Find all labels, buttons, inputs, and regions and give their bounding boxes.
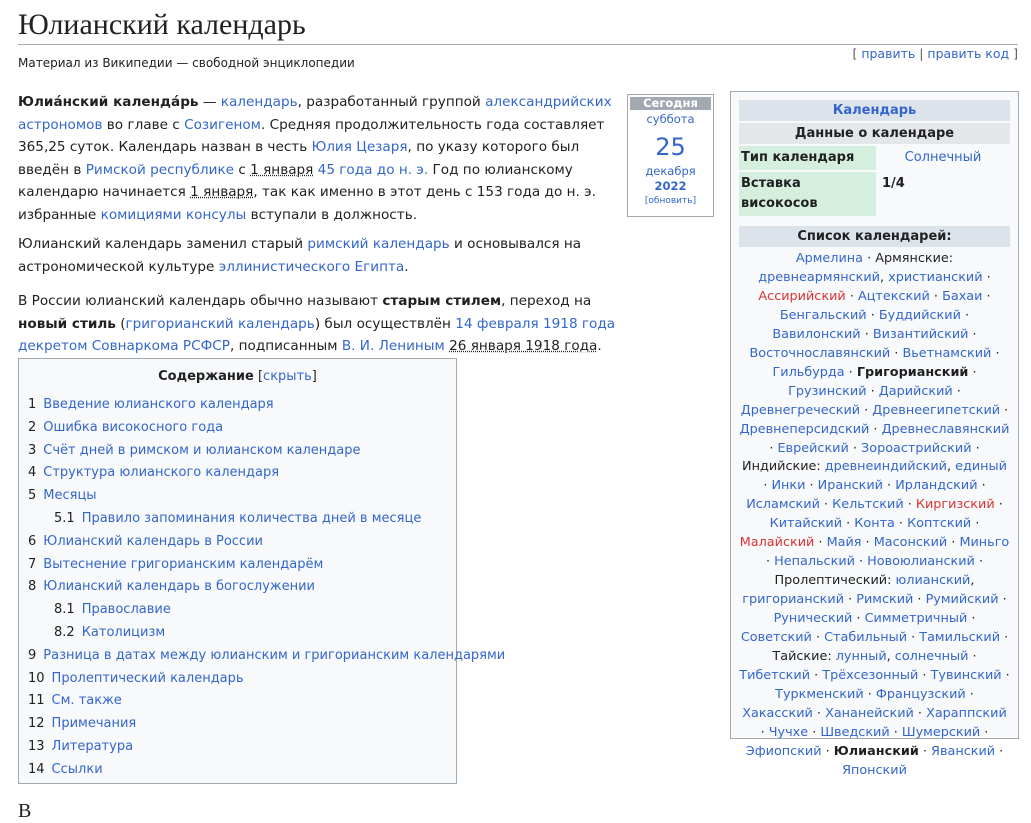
lead-text: ) был осуществлён — [314, 315, 456, 332]
calendar-link[interactable]: Новоюлианский — [867, 554, 975, 570]
lead-text: , по указу которого был введён в — [18, 139, 580, 178]
calendar-link[interactable]: Непальский — [774, 554, 855, 570]
lead-text: с — [234, 161, 251, 178]
calendar-separator: · — [918, 667, 931, 683]
toc-item-link[interactable]: Юлианский календарь в богослужении — [43, 579, 315, 595]
calendar-link[interactable]: Бахаи — [942, 288, 983, 304]
calendar-separator: · — [819, 497, 833, 513]
lead-text: . — [404, 258, 409, 275]
calendar-text: , — [970, 573, 975, 589]
calendar-link[interactable]: Хананейский — [825, 705, 914, 721]
lead-text: , переход на — [501, 293, 592, 309]
calendar-link[interactable]: Римский — [856, 592, 914, 608]
toc-item[interactable] — [28, 690, 456, 713]
toc-item-number: 6 — [28, 533, 37, 549]
calendar-link[interactable]: Румийский — [925, 592, 999, 608]
calendar-link[interactable]: григорианский — [742, 592, 845, 608]
toc-item-link[interactable]: Литература — [51, 738, 134, 754]
calendar-list — [739, 250, 1010, 781]
calendar-bold-text: Юлианский — [833, 743, 919, 759]
calendar-separator: · — [863, 686, 876, 702]
calendar-link[interactable]: Эфиопский — [745, 743, 822, 759]
calendar-link[interactable]: Советский — [740, 630, 812, 646]
calendar-link[interactable]: Французский — [875, 686, 966, 702]
calendar-separator: · — [860, 326, 873, 342]
calendar-separator: · — [808, 724, 821, 740]
today-weekday[interactable]: суббота — [646, 112, 695, 126]
calendar-separator: · — [977, 478, 986, 494]
calendar-separator: · — [814, 535, 827, 551]
calendar-separator: · — [769, 440, 778, 456]
lead-text: вступали в должность. — [246, 206, 418, 223]
infobox-label-type: Тип календаря — [739, 146, 876, 170]
calendar-separator: · — [882, 478, 896, 494]
calendar-link[interactable]: Туркменский — [775, 686, 864, 702]
calendar-link[interactable]: Японский — [842, 762, 907, 778]
calendar-link[interactable]: Исламский — [746, 497, 820, 513]
lead-link[interactable]: комициями — [100, 206, 182, 223]
infobox-list-heading: Список календарей: — [739, 226, 1010, 247]
calendar-separator: · — [889, 724, 902, 740]
calendar-separator: · — [991, 345, 1000, 361]
lead-link[interactable]: римский календарь — [307, 236, 450, 252]
lead-text: В России юлианский календарь обычно называют — [18, 293, 383, 309]
calendar-separator: · — [974, 554, 984, 570]
calendar-text: , — [880, 269, 889, 285]
calendar-link[interactable]: Шведский — [820, 724, 890, 740]
lead-text: , так как именно в этот день с 153 года до н. э. избранные — [18, 184, 596, 223]
calendar-link[interactable]: Еврейский — [777, 440, 849, 456]
toc-item[interactable] — [28, 736, 456, 759]
calendar-text: , — [886, 649, 895, 665]
calendar-separator: · — [842, 516, 855, 532]
calendar-separator: · — [866, 383, 879, 399]
calendar-separator: · — [844, 592, 857, 608]
next-heading-fragment: В — [18, 800, 32, 822]
calendar-link[interactable]: Хакасский — [742, 705, 813, 721]
calendar-link[interactable]: Миньго — [959, 535, 1010, 551]
title-divider — [18, 44, 1018, 45]
toc-item-link[interactable]: См. также — [51, 693, 122, 709]
calendar-separator: · — [918, 743, 932, 759]
calendar-separator: · — [995, 743, 1004, 759]
lead-link[interactable]: календарь — [220, 94, 298, 110]
lead-link[interactable]: александрийских астрономов — [18, 94, 612, 133]
infobox-row-leap — [739, 172, 1010, 216]
calendar-link[interactable]: Древнеперсидский — [739, 421, 870, 437]
calendar-link[interactable]: Бенгальский — [779, 307, 867, 323]
calendar-text: Пролептический: — [774, 573, 896, 589]
toc-item-link[interactable]: Ошибка високосного года — [43, 419, 224, 435]
toc-item[interactable] — [28, 713, 456, 736]
calendar-link[interactable]: Коптский — [907, 516, 972, 532]
toc-item[interactable] — [28, 622, 456, 645]
calendar-link[interactable]: Вавилонский — [772, 326, 861, 342]
calendar-link[interactable]: древнеармянский — [758, 269, 880, 285]
infobox-value-leap: 1/4 — [882, 176, 905, 191]
calendar-separator: · — [968, 364, 977, 380]
lead-text: , подписанным — [229, 338, 342, 354]
lead-link[interactable]: григорианский календарь — [125, 315, 315, 332]
lead-link[interactable]: 14 февраля 1918 года — [455, 315, 616, 332]
calendar-separator: · — [811, 630, 825, 646]
calendar-link[interactable]: юлианский — [895, 573, 971, 589]
lead-text: Юлианский календарь заменил старый — [18, 236, 308, 252]
lead-paragraph-1 — [18, 91, 616, 226]
bracket-open: [ — [852, 46, 862, 61]
calendar-separator: · — [860, 402, 873, 418]
calendar-link[interactable]: Рунический — [773, 611, 853, 627]
calendar-infobox — [730, 91, 1019, 778]
lead-text: , разработанный группой — [297, 94, 486, 110]
infobox-data-heading: Данные о календаре — [739, 123, 1010, 144]
toc-item[interactable] — [28, 668, 456, 691]
calendar-link[interactable]: Ирландский — [895, 478, 978, 494]
calendar-separator: · — [1001, 667, 1010, 683]
calendar-separator: · — [765, 554, 775, 570]
calendar-separator: · — [907, 630, 920, 646]
lead-link[interactable]: Римской республике — [85, 161, 235, 178]
today-update-link[interactable]: [обновить] — [644, 196, 697, 206]
calendar-link[interactable]: Ацтекский — [857, 288, 930, 304]
calendar-separator: · — [913, 705, 927, 721]
toc-item-link[interactable]: Юлианский календарь в России — [43, 533, 263, 549]
lead-bold-text: новый стиль — [18, 315, 116, 332]
toc-item[interactable] — [28, 462, 456, 485]
calendar-separator: · — [866, 307, 879, 323]
toc-item[interactable] — [28, 599, 456, 622]
calendar-link[interactable]: Тувинский — [930, 667, 1002, 683]
lead-link[interactable]: эллинистического Египта — [218, 258, 405, 275]
lead-bold-text: старым стилем — [382, 293, 502, 309]
toc-item-number: 13 — [28, 738, 45, 754]
calendar-separator: · — [998, 592, 1007, 608]
calendar-link[interactable]: единый — [955, 459, 1007, 475]
toc-bracket-open: [ — [253, 369, 264, 384]
calendar-link[interactable]: Шумерский — [901, 724, 981, 740]
today-year[interactable]: 2022 — [654, 179, 687, 193]
lead-text: . Средняя продолжительность года составляет 365,25 суток. Календарь назван в честь — [18, 116, 605, 155]
calendar-separator: · — [854, 554, 868, 570]
calendar-link[interactable]: лунный — [835, 649, 887, 665]
toc-toggle-link[interactable]: скрыть — [263, 369, 312, 384]
calendar-separator: · — [982, 288, 991, 304]
calendar-link[interactable]: Армелина — [795, 251, 863, 266]
page-subtitle: Материал из Википедии — свободной энциклопедии — [18, 56, 355, 70]
edit-links — [852, 46, 1018, 61]
toc-item[interactable] — [28, 440, 456, 463]
toc-item-link[interactable]: Месяцы — [43, 488, 97, 504]
calendar-separator: · — [869, 421, 882, 437]
calendar-separator: · — [903, 497, 916, 513]
calendar-separator: · — [852, 611, 865, 627]
calendar-separator: · — [929, 288, 943, 304]
toc-item-number: 8.1 — [54, 602, 75, 618]
infobox-title-link[interactable]: Календарь — [832, 103, 917, 118]
today-date-box — [627, 94, 714, 217]
toc-item-number: 8.2 — [54, 624, 75, 640]
lead-text: — — [198, 94, 221, 110]
calendar-separator: · — [894, 516, 908, 532]
calendar-link[interactable]: Восточнославянский — [749, 345, 891, 361]
toc-item[interactable] — [28, 645, 506, 668]
table-of-contents — [18, 358, 506, 784]
lead-link[interactable]: В. И. Лениным — [341, 338, 445, 354]
calendar-separator: · — [845, 288, 858, 304]
calendar-separator: · — [982, 269, 991, 285]
lead-link[interactable]: 45 года до н. э. — [317, 161, 429, 178]
toc-header — [19, 369, 456, 384]
edit-code-link[interactable]: править код — [927, 46, 1010, 61]
calendar-separator: · — [861, 535, 874, 551]
calendar-link[interactable]: Кельтский — [832, 497, 904, 513]
toc-item-number: 7 — [28, 556, 37, 572]
calendar-bold-text: Григорианский — [856, 364, 969, 380]
lead-date-text: 26 января 1918 года — [449, 338, 598, 354]
calendar-separator: · — [848, 440, 862, 456]
calendar-link[interactable]: Древнегреческий — [740, 402, 861, 418]
calendar-link[interactable]: Конта — [854, 516, 895, 532]
lead-text: во главе с — [102, 116, 185, 133]
lead-link[interactable]: декретом Совнаркома РСФСР — [18, 338, 230, 354]
calendar-separator: · — [812, 705, 826, 721]
lead-text: и основывался на астрономической культуре — [18, 236, 582, 275]
toc-item-link[interactable]: Православие — [81, 602, 171, 618]
calendar-link[interactable]: Вьетнамский — [902, 345, 992, 361]
toc-item-number: 4 — [28, 465, 37, 481]
toc-item-number: 8 — [28, 579, 37, 595]
calendar-link[interactable]: христианский — [888, 269, 983, 285]
calendar-link[interactable]: Симметричный — [864, 611, 968, 627]
toc-item-link[interactable]: Правило запоминания количества дней в месяце — [81, 510, 422, 526]
calendar-separator: · — [968, 326, 977, 342]
calendar-separator: · — [821, 743, 834, 759]
calendar-separator: · — [947, 535, 960, 551]
today-month[interactable]: декабря — [645, 164, 696, 178]
lead-text: . — [597, 338, 602, 354]
toc-list — [19, 394, 506, 782]
toc-item[interactable] — [28, 485, 456, 508]
calendar-link[interactable]: Зороастрийский — [861, 440, 972, 456]
toc-item-number: 10 — [28, 670, 45, 686]
lead-section — [18, 91, 616, 365]
toc-item-number: 1 — [28, 397, 37, 412]
toc-item-link[interactable]: Примечания — [51, 716, 137, 732]
calendar-link[interactable]: Трёхсезонный — [822, 667, 919, 683]
page-title: Юлианский календарь — [18, 8, 306, 41]
calendar-separator: · — [968, 649, 977, 665]
toc-item[interactable] — [28, 394, 456, 417]
lead-date-text: 1 января — [250, 161, 314, 178]
toc-item-link[interactable]: Структура юлианского календаря — [43, 465, 280, 481]
calendar-link[interactable]: Древнеегипетский — [872, 402, 1001, 418]
edit-link[interactable]: править — [861, 46, 916, 61]
calendar-separator: · — [1000, 402, 1009, 418]
toc-item-number: 9 — [28, 647, 37, 663]
calendar-link[interactable]: Масонский — [873, 535, 948, 551]
today-day[interactable]: 25 — [655, 133, 686, 161]
calendar-separator: · — [967, 611, 976, 627]
calendar-text: , — [947, 459, 956, 475]
calendar-text: Индийские: — [742, 459, 825, 475]
lead-paragraph-3 — [18, 290, 616, 358]
calendar-link[interactable]: Малайский — [739, 535, 815, 551]
toc-item[interactable] — [28, 576, 456, 599]
calendar-separator: · — [863, 251, 876, 266]
calendar-link[interactable]: древнеиндийский — [824, 459, 947, 475]
lead-text: ( — [115, 315, 126, 332]
toc-item-link[interactable]: Счёт дней в римском и юлианском календаре — [43, 442, 361, 458]
calendar-separator: · — [763, 478, 772, 494]
calendar-link[interactable]: Древнеславянский — [881, 421, 1010, 437]
calendar-link[interactable]: солнечный — [894, 649, 969, 665]
calendar-link[interactable]: Яванский — [931, 743, 996, 759]
lead-bold-text: Юлиа́нский календа́рь — [18, 94, 199, 110]
calendar-separator: · — [952, 383, 961, 399]
calendar-separator: · — [1000, 630, 1009, 646]
calendar-link[interactable]: Византийский — [872, 326, 969, 342]
toc-item-link[interactable]: Католицизм — [81, 624, 166, 640]
calendar-separator: · — [810, 667, 823, 683]
calendar-link[interactable]: Киргизский — [915, 497, 995, 513]
toc-item[interactable] — [28, 759, 456, 782]
toc-item-link[interactable]: Ссылки — [51, 761, 103, 777]
toc-item-link[interactable]: Пролептический календарь — [51, 670, 244, 686]
toc-item-number: 12 — [28, 716, 45, 732]
calendar-separator: · — [960, 307, 970, 323]
calendar-separator: · — [844, 364, 857, 380]
lead-date-text: 1 января — [190, 184, 254, 200]
calendar-link[interactable]: Стабильный — [824, 630, 908, 646]
calendar-link[interactable]: Буддийский — [878, 307, 961, 323]
calendar-separator: · — [971, 440, 980, 456]
calendar-separator: · — [980, 724, 989, 740]
infobox-row-type — [739, 146, 1010, 170]
calendar-link[interactable]: Иранский — [817, 478, 883, 494]
calendar-link[interactable]: Тибетский — [739, 667, 811, 683]
toc-item-number: 5 — [28, 488, 37, 504]
toc-item[interactable] — [28, 417, 456, 440]
lead-link[interactable]: Юлия Цезаря — [311, 139, 408, 155]
calendar-text: Тайские: — [772, 649, 836, 665]
toc-item-number: 14 — [28, 761, 45, 777]
calendar-link[interactable]: Майя — [826, 535, 862, 551]
toc-bracket-close: ] — [311, 369, 317, 384]
toc-item-link[interactable]: Введение юлианского календаря — [43, 397, 274, 412]
calendar-separator: · — [890, 345, 903, 361]
calendar-link[interactable]: Инки — [771, 478, 806, 494]
toc-item-number: 11 — [28, 693, 45, 709]
toc-item[interactable] — [28, 531, 456, 554]
calendar-separator: · — [994, 497, 1003, 513]
calendar-link[interactable]: Дарийский — [878, 383, 953, 399]
calendar-link[interactable]: Грузинский — [788, 383, 867, 399]
calendar-separator: · — [965, 686, 974, 702]
toc-item-link[interactable]: Разница в датах между юлианским и григорианским календарями — [43, 647, 506, 663]
toc-item-number: 5.1 — [54, 510, 75, 526]
calendar-link[interactable]: Гильбурда — [772, 364, 845, 380]
calendar-separator: · — [805, 478, 818, 494]
toc-item-number: 3 — [28, 442, 37, 458]
toc-item[interactable] — [28, 508, 456, 531]
toc-item-link[interactable]: Вытеснение григорианским календарём — [43, 556, 324, 572]
bracket-close: ] — [1009, 46, 1018, 61]
infobox-label-leap: Вставка високосов — [739, 172, 876, 216]
calendar-link[interactable]: Чучхе — [768, 724, 809, 740]
lead-link[interactable]: Созигеном — [184, 116, 261, 133]
infobox-title[interactable] — [739, 100, 1010, 121]
toc-item[interactable] — [28, 554, 456, 577]
calendar-link[interactable]: Ассирийский — [758, 288, 846, 304]
calendar-text: Армянские: — [875, 251, 954, 266]
calendar-separator: · — [760, 724, 769, 740]
calendar-link[interactable]: Тамильский — [919, 630, 1001, 646]
toc-heading: Содержание — [158, 369, 254, 384]
lead-text: Год по юлианскому календарю начинается — [18, 161, 573, 200]
infobox-value-type — [876, 146, 1010, 170]
lead-paragraph-2 — [18, 233, 616, 278]
infobox-value-type-link[interactable]: Солнечный — [904, 150, 982, 165]
toc-item-number: 2 — [28, 419, 37, 435]
today-header: Сегодня — [630, 97, 711, 110]
lead-link[interactable]: консулы — [185, 206, 247, 223]
calendar-link[interactable]: Китайский — [769, 516, 843, 532]
calendar-separator: · — [913, 592, 926, 608]
edit-links-separator: | — [915, 46, 928, 61]
calendar-link[interactable]: Хараппский — [926, 705, 1007, 721]
calendar-separator: · — [971, 516, 980, 532]
